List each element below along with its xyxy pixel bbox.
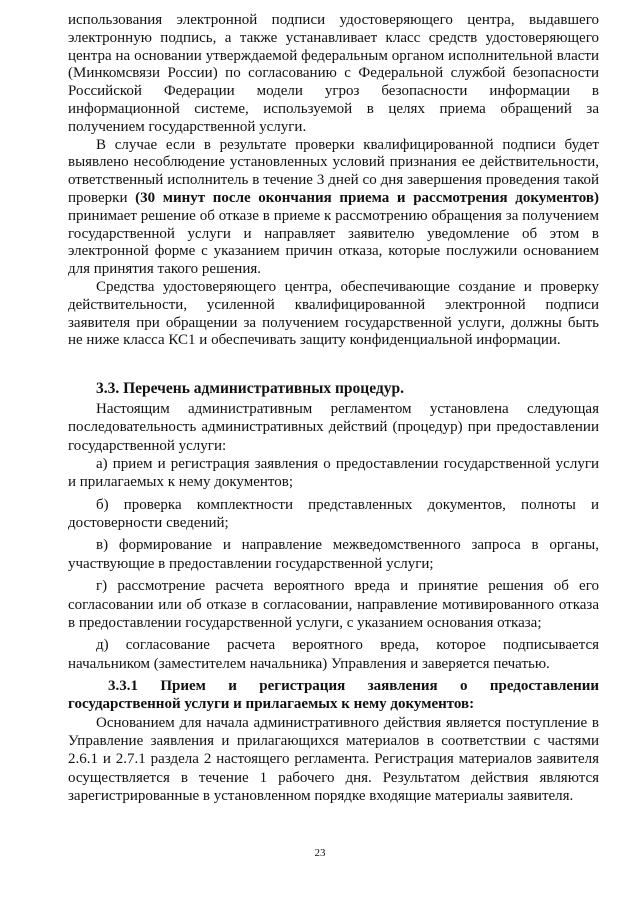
section-heading: 3.3. Перечень административных процедур. [96, 380, 404, 397]
verification-text-start: В случае если в результате проверки квалифицированной подписи будет выявлено несоблюдение установленных условий признания ее действительности, ответственный исполнитель в течение 3 дней со дня завершения проведения такой проверки [68, 136, 599, 206]
procedure-item-a: а) прием и регистрация заявления о предоставлении государственной услуги и прилагаемых к нему документов; [68, 455, 599, 491]
paragraph-ks1-class: Средства удостоверяющего центра, обеспечивающие создание и проверку действительности, усиленной квалифицированной электронной подписи заявителя при обращении за получением государственной услуги, должны быть не ниже класса КС1 и обеспечивать защиту конфиденциальной информации. [68, 278, 599, 349]
procedure-item-g: г) рассмотрение расчета вероятного вреда и принятие решения об его согласовании или об отказе в согласовании, направление мотивированного отказа в предоставлении государственной услуги, с указанием основания отказа; [68, 578, 599, 631]
paragraph-signature-class: использования электронной подписи удостоверяющего центра, выдавшего электронную подпись, а также устанавливает класс средств удостоверяющего центра на основании утверждаемой федеральным органом исполнительной власти (Минкомсвязи России) по согласованию с Федеральной службой безопасности Российской Федерации модели угроз безопасности информации в информационной системе, используемой в целях приема обращений за получением государственной услуги. [68, 12, 599, 135]
procedure-item-v: в) формирование и направление межведомственного запроса в органы, участвующие в предоставлении государственной услуги; [68, 537, 599, 572]
procedure-item-b: б) проверка комплектности представленных документов, полноты и достоверности сведений; [68, 496, 599, 531]
subsection-text: Основанием для начала административного действия является поступление в Управление заявления и прилагающихся материалов в соответствии с частями 2.6.1 и 2.7.1 раздела 2 настоящего регламента. Регистрация материалов заявителя осуществляется в течение 1 рабочего дня. Результатом действия являются зарегистрированные в установленном порядке входящие материалы заявителя. [68, 714, 599, 804]
text-block-top [68, 12, 599, 350]
procedure-item-d: д) согласование расчета вероятного вреда, которое подписывается начальником (заместителем начальника) Управления и заверяется печатью. [68, 637, 599, 672]
paragraph-verification-refusal [68, 137, 599, 279]
page-number: 23 [314, 847, 326, 859]
verification-text-end: принимает решение об отказе в приеме к рассмотрению обращения за получением государственной услуги и направляет заявителю уведомление об этом в электронной форме с указанием причин отказа, которые послужили основанием для принятия такого решения. [68, 207, 599, 278]
procedures-intro: Настоящим административным регламентом установлена следующая последовательность административных действий (процедур) при предоставлении государственной услуги: [68, 401, 599, 454]
verification-time-limit: (30 минут после окончания приема и рассмотрения документов) [135, 189, 600, 206]
subsection-heading: 3.3.1 Прием и регистрация заявления о предоставлении государственной услуги и прилагаемых к нему документов: [68, 678, 599, 713]
text-block-procedures [68, 400, 599, 805]
